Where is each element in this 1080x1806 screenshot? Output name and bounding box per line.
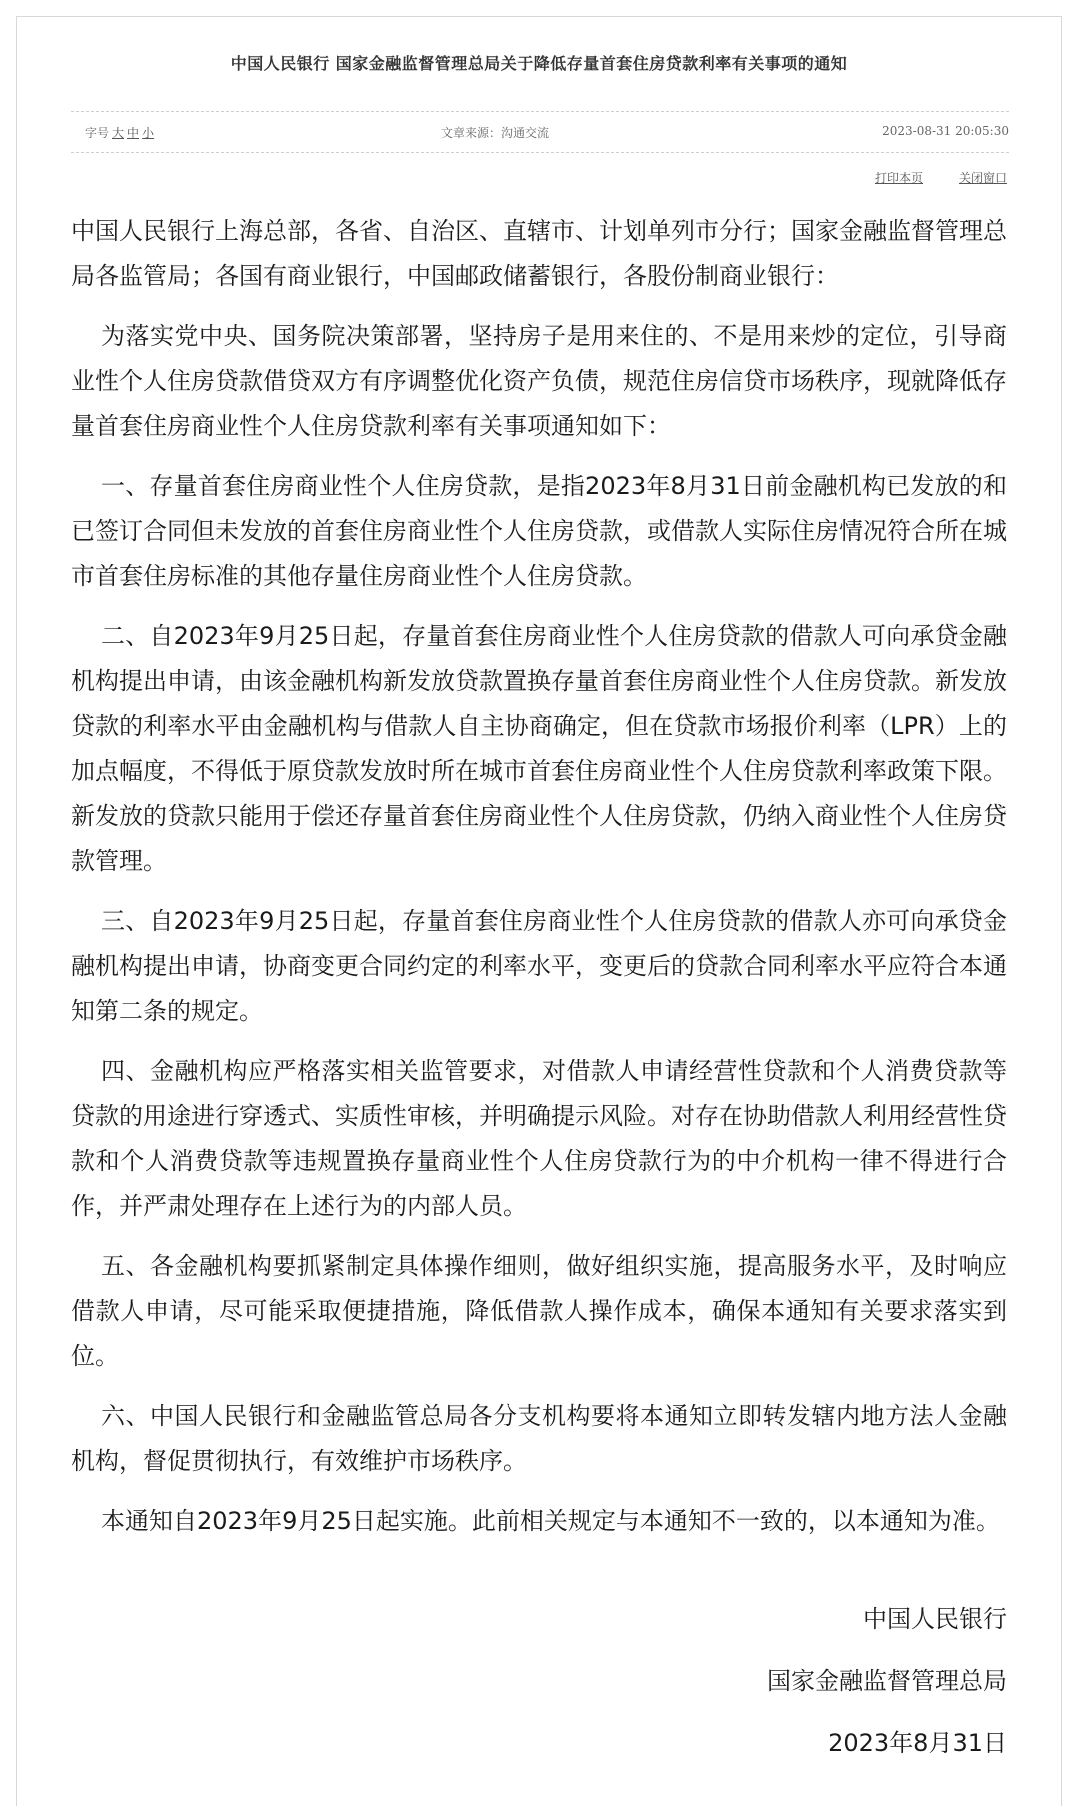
paragraph-item-2: 二、自2023年9月25日起，存量首套住房商业性个人住房贷款的借款人可向承贷金融机构提出申请，由该金融机构新发放贷款置换存量首套住房商业性个人住房贷款。新发放贷款的利率水平由金融机构与借款人自主协商确定，但在贷款市场报价利率（LPR）上的加点幅度，不得低于原贷款发放时所在城市首套住房商业性个人住房贷款利率政策下限。新发放的贷款只能用于偿还存量首套住房商业性个人住房贷款，仍纳入商业性个人住房贷款管理。 <box>71 622 1007 875</box>
paragraph-item-1: 一、存量首套住房商业性个人住房贷款，是指2023年8月31日前金融机构已发放的和已签订合同但未发放的首套住房商业性个人住房贷款，或借款人实际住房情况符合所在城市首套住房标准的其他存量住房商业性个人住房贷款。 <box>71 472 1007 590</box>
page-title: 中国人民银行 国家金融监督管理总局关于降低存量首套住房贷款利率有关事项的通知 <box>230 54 848 73</box>
publish-datetime: 2023-08-31 20:05:30 <box>882 124 1009 138</box>
issuer-pboc: 中国人民银行 <box>863 1605 1007 1633</box>
document-page <box>16 16 1062 1806</box>
paragraph-intro: 为落实党中央、国务院决策部署，坚持房子是用来住的、不是用来炒的定位，引导商业性个人住房贷款借贷双方有序调整优化资产负债，规范住房信贷市场秩序，现就降低存量首套住房商业性个人住房贷款利率有关事项通知如下： <box>71 322 1007 440</box>
font-size-medium-link[interactable]: 中 <box>127 126 140 140</box>
salutation: 中国人民银行上海总部，各省、自治区、直辖市、计划单列市分行；国家金融监督管理总局各监管局；各国有商业银行，中国邮政储蓄银行，各股份制商业银行： <box>71 217 1007 290</box>
close-window-link[interactable]: 关闭窗口 <box>958 171 1007 185</box>
font-size-control <box>85 124 154 141</box>
font-size-large-link[interactable]: 大 <box>112 126 125 140</box>
paragraph-item-5: 五、各金融机构要抓紧制定具体操作细则，做好组织实施，提高服务水平，及时响应借款人申请，尽可能采取便捷措施，降低借款人操作成本，确保本通知有关要求落实到位。 <box>71 1252 1007 1370</box>
font-size-small-link[interactable]: 小 <box>142 126 155 140</box>
notice-body <box>71 209 1007 1559</box>
paragraph-item-3: 三、自2023年9月25日起，存量首套住房商业性个人住房贷款的借款人亦可向承贷金融机构提出申请，协商变更合同约定的利率水平，变更后的贷款合同利率水平应符合本通知第二条的规定。 <box>71 907 1007 1025</box>
paragraph-item-6: 六、中国人民银行和金融监管总局各分支机构要将本通知立即转发辖内地方法人金融机构，督促贯彻执行，有效维护市场秩序。 <box>71 1402 1007 1475</box>
signature-date: 2023年8月31日 <box>828 1729 1007 1757</box>
signature-block <box>767 1605 1007 1791</box>
article-source: 文章来源：沟通交流 <box>441 126 550 140</box>
meta-bar <box>71 111 1009 153</box>
page-actions <box>839 169 1007 186</box>
issuer-nfra: 国家金融监督管理总局 <box>767 1667 1007 1695</box>
paragraph-effective-date: 本通知自2023年9月25日起实施。此前相关规定与本通知不一致的，以本通知为准。 <box>101 1507 1000 1535</box>
print-page-link[interactable]: 打印本页 <box>874 171 923 185</box>
font-size-label: 字号 <box>85 126 110 140</box>
paragraph-item-4: 四、金融机构应严格落实相关监管要求，对借款人申请经营性贷款和个人消费贷款等贷款的用途进行穿透式、实质性审核，并明确提示风险。对存在协助借款人利用经营性贷款和个人消费贷款等违规置换存量商业性个人住房贷款行为的中介机构一律不得进行合作，并严肃处理存在上述行为的内部人员。 <box>71 1057 1007 1220</box>
